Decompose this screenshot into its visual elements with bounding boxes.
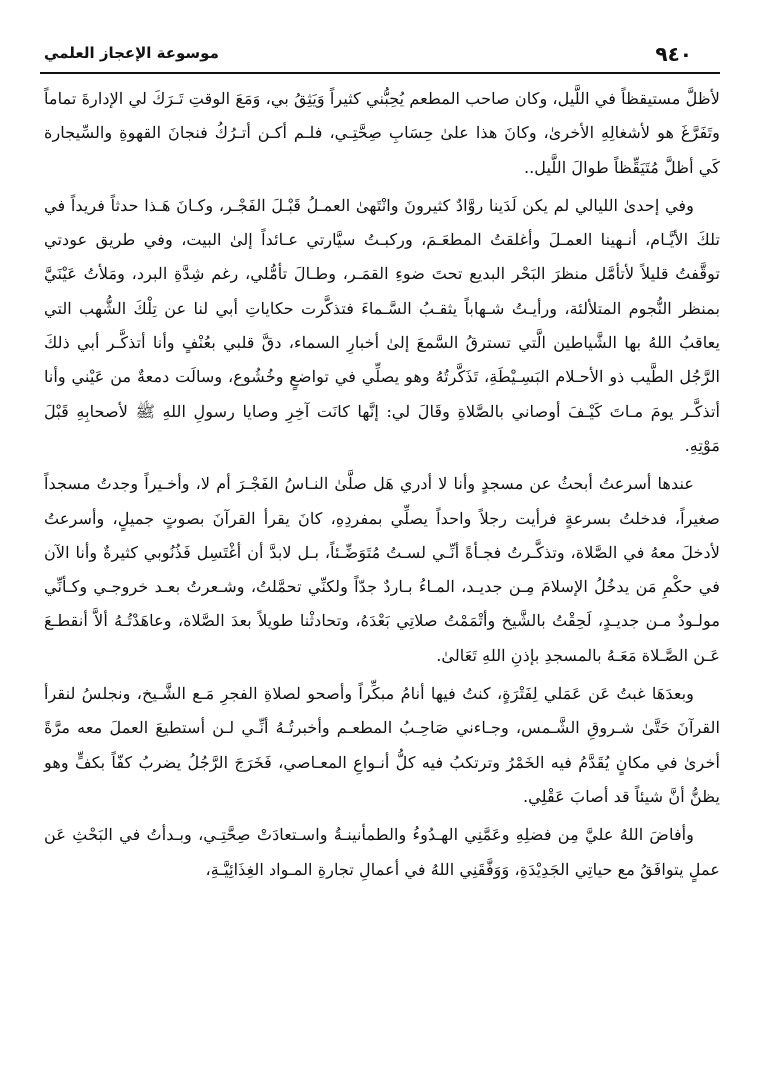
- page-number: ٩٤٠: [655, 42, 692, 66]
- page-header: [40, 40, 720, 72]
- running-title: موسوعة الإعجاز العلمي: [44, 44, 219, 62]
- header-divider: [40, 72, 720, 74]
- paragraph: وأفاضَ اللهُ عليَّ مِن فضلِهِ وعَمَّنِي الهـدُوءُ والطمأنينـةُ واسـتعادَتْ صِحَّتِـي، وبـدأتُ في البَحْثِ عَن عملٍ يتوافَقُ مع حياتِي الجَدِيْدَةِ، وَوَفَّقَنِي اللهُ في أعمالِ تجارةِ المـواد الغِذَائِيَّـةِ،: [44, 825, 720, 879]
- body-text: [44, 82, 720, 887]
- paragraph: وفي إحدىٰ الليالي لم يكن لَدَينا روَّادٌ كثيرونَ وانْتَهىٰ العمـلُ قَبْـلَ الفَجْـر، وكـانَ هَـذا حدثاً فريداً في تلكَ الأيَّـام، أنـهينا العمـلَ وأغلقتُ المطعَـمَ، وركبـتُ سيَّارتي عـائداً إلىٰ البيت، وفي طريق عودتي توقَّفتُ قليلاً لأتأمَّل منظرَ البَحْر البديع تحتَ ضوءِ القمَـر، وطـالَ تأمُّلي، رغم شِدَّةِ البرد، ومَلأتُ عَيْنَيَّ بمنظر النُّجوم المتلألئة، ورأيـتُ شـهاباً يثقـبُ السَّـماءَ فتذكَّرت حكاياتِ أبي لنا عن تِلْكَ الشُّهب التي يعاقبُ اللهُ بها الشَّياطين الَّتي تسترقُ السَّمعَ إلىٰ أخبارِ السماء، دقَّ قلبي بعُنْفٍ وأنا أتذكَّـر أبي ذلكَ الرَّجُل الطَّيب ذو الأحـلام البَسِـيْطَةِ، تَذَكَّرتُهُ وهو يصلِّي في تواضعٍ وخُشُوع، وسالَت دمعةٌ من عَيْني وأنا أتذكَّـر يومَ مـاتَ كَيْـفَ أوصاني بالصَّلاةِ وقَالَ لي: إنَّها كانَت آخِرِ وصايا رسولِ اللهِ ﷺ لأصحابِهِ قَبْلَ مَوْتِهِ.: [44, 195, 720, 455]
- paragraph: لأظلَّ مستيقظاً في اللَّيل، وكان صاحب المطعم يُحِبُّني كثيراً وَيَثِقُ بي، وَمَعَ الوقتِ تَـرَكَ لي الإدارةَ تماماً وتَفَرَّغَ هو لأشغالِهِ الأخرىٰ، وكانَ هذا علىٰ حِسَابِ صِحَّتِـي، فلـم أكـن أتـرُكُ فنجانَ القهوةِ والسِّيجارة كَي أظلَّ مُتَيَقِّظاً طوالَ اللَّيل..: [44, 89, 720, 177]
- paragraph: عندها أسرعتُ أبحثُ عن مسجدٍ وأنا لا أدري هَل صلَّىٰ النـاسُ الفَجْـرَ أم لا، وأخـيراً وجدتُ مسجداً صغيراً، فدخلتُ بسرعةٍ فرأيت رجلاً واحداً يصلِّي بمفردِهِ، كانَ يقرأ القرآنَ بصوتٍ جميلٍ، وأسرعتُ لأدخلَ معهُ في الصَّلاة، وتذكَّـرتُ فجـأةً أنِّـي لسـتُ مُتَوَضِّـئاً، بـل لابدَّ أن أغْتَسِل فَذُنُوبي كثيرةٌ وأنا الآن في حكْمِ مَن يدخُلُ الإسلامَ مِـن جديـد، المـاءُ بـاردٌ جدّاً ولكنِّي تحمَّلتُ، وشـعرتُ بعـد خروجـي وكـأنِّي مولـودٌ مـن جديـدٍ، لَحِقْتُ بالشَّيخ وأتْمَمْتُ صلاتِي بَعْدَهُ، وتحادثْنا طويلاً بعدَ الصَّلاة، وعاهَدْتُـهُ ألاَّ أنقطـعَ عَـن الصَّـلاة مَعَـهُ بالمسجدِ بإذنِ اللهِ تَعَالىٰ.: [44, 474, 720, 665]
- paragraph: وبعدَهَا غبتُ عَن عَمَلي لِفَتْرَةٍ، كنتُ فيها أنامُ مبكِّراً وأصحو لصلاةِ الفجرِ مَـع الشَّـيخ، ونجلسُ لنقرأ القرآنَ حَتَّىٰ شـروقِ الشَّـمس، وجـاءني صَاحِـبُ المطعـم وأخبرتُـهُ أنِّـي لـن أستطيعَ العملَ معه مرَّةً أخرىٰ في مكانٍ يُقَدَّمُ فيه الخَمْرُ وترتكبُ فيه كلُّ أنـواعِ المعـاصي، فَخَرَجَ الرَّجُلُ يضربُ كفّاً بكفٍّ وهو يظنُّ أنَّ شيئاً قد أصابَ عَقْلِي.: [44, 684, 720, 806]
